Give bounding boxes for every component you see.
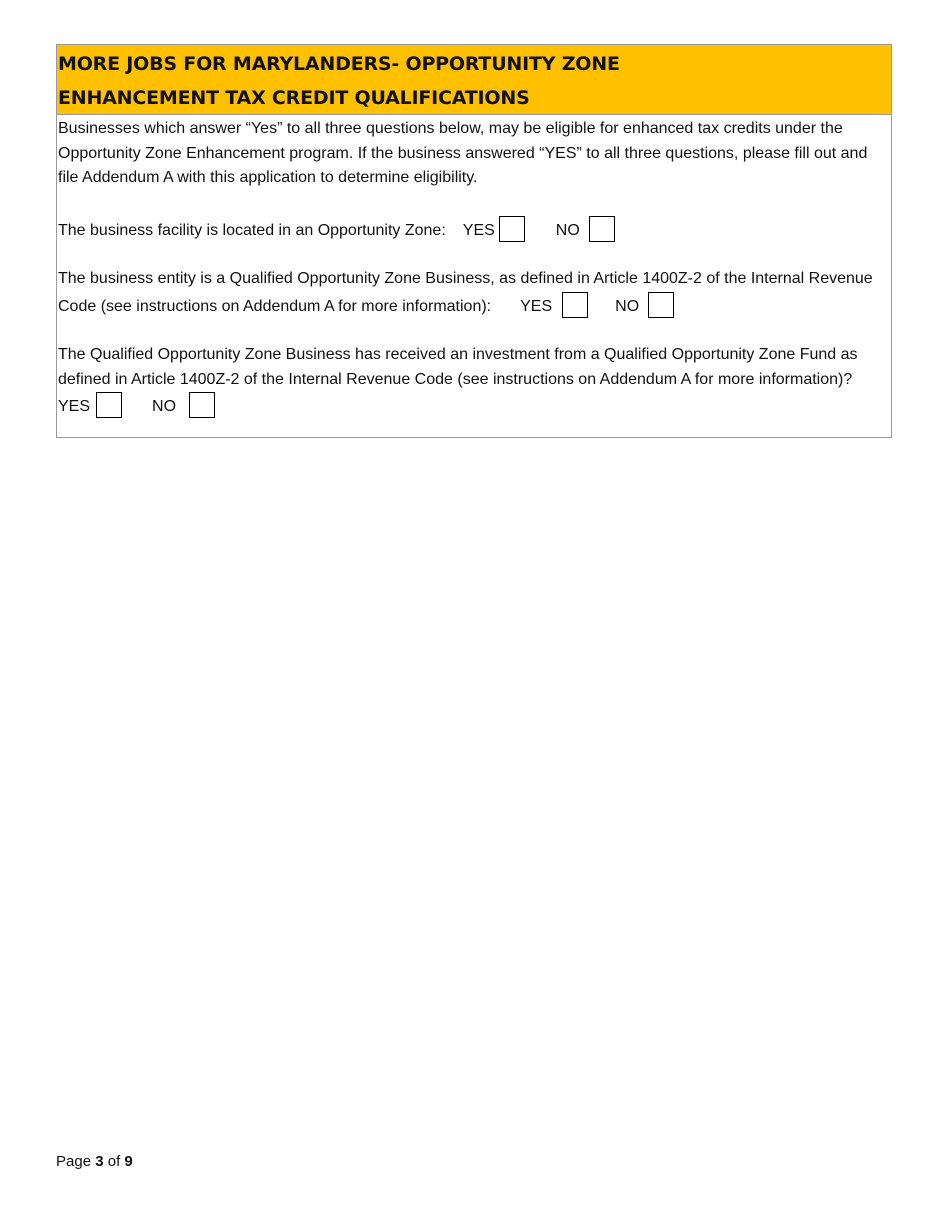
page-label: Page: [56, 1153, 92, 1170]
yes-checkbox[interactable]: [96, 392, 122, 418]
no-checkbox[interactable]: [189, 392, 215, 418]
intro-text: Businesses which answer “Yes” to all three questions below, may be eligible for enhanced tax credits under the Opportunity Zone Enhancement program. If the business answered “YES” to all three questions, please fill out and file Addendum A with this application to determine eligibility.: [58, 120, 868, 186]
yes-checkbox[interactable]: [562, 292, 588, 318]
section-header: [57, 45, 891, 115]
total-pages: 9: [124, 1153, 133, 1170]
page-number: [56, 1152, 133, 1172]
section-body: [57, 115, 891, 420]
no-label: NO: [152, 398, 177, 415]
question-text: The business entity is a Qualified Opportunity Zone Business, as defined in Article 1400Z-2 of the Internal Revenue Code (see instructions on Addendum A for more information):: [58, 270, 873, 315]
question-opportunity-zone-location: [58, 216, 889, 244]
yes-label: YES: [58, 398, 91, 415]
question-text: The Qualified Opportunity Zone Business has received an investment from a Qualified Opportunity Zone Fund as defined in Article 1400Z-2 of the Internal Revenue Code (see instructions on Addendum A for more information)?: [58, 346, 858, 388]
no-checkbox[interactable]: [648, 292, 674, 318]
question-qualified-investment: [58, 343, 889, 420]
question-qualified-business: [58, 267, 889, 319]
section-title-line-1: MORE JOBS FOR MARYLANDERS- OPPORTUNITY ZONE: [58, 53, 620, 75]
of-label: of: [107, 1153, 121, 1170]
section-title-line-2: ENHANCEMENT TAX CREDIT QUALIFICATIONS: [58, 87, 530, 109]
opportunity-zone-section: [56, 44, 892, 438]
yes-checkbox[interactable]: [499, 216, 525, 242]
yes-label: YES: [520, 297, 553, 315]
no-label: NO: [555, 221, 580, 239]
yes-label: YES: [462, 221, 495, 239]
current-page: 3: [95, 1153, 104, 1170]
question-text: The business facility is located in an Opportunity Zone:: [58, 221, 446, 239]
no-checkbox[interactable]: [589, 216, 615, 242]
no-label: NO: [615, 297, 640, 315]
